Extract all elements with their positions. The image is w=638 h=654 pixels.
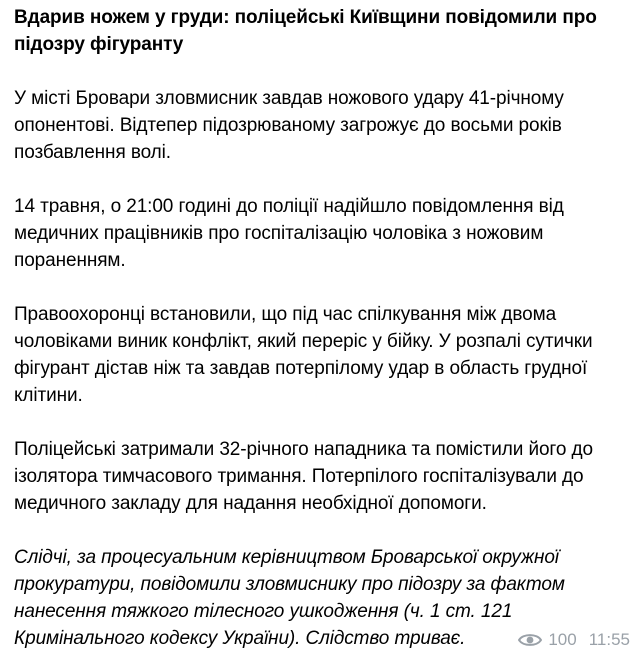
post-paragraph-2: 14 травня, о 21:00 годині до поліції надійшло повідомлення від медичних працівників про госпіталізацію чоловіка з ножовим пораненням. (14, 196, 564, 271)
post-paragraph-4: Поліцейські затримали 32-річного нападника та помістили його до ізолятора тимчасового тримання. Потерпілого госпіталізували до медичного закладу для надання необхідної допомоги. (14, 439, 593, 514)
post-title: Вдарив ножем у груди: поліцейські Київщини повідомили про підозру фігуранту (14, 7, 597, 55)
post-meta (514, 630, 630, 650)
post-paragraph-3: Правоохоронці встановили, що під час спілкування між двома чоловіками виник конфлікт, який переріс у бійку. У розпалі сутички фігурант дістав ніж та завдав потерпілому удар в область грудної клітини. (14, 304, 593, 406)
views-count: 100 (548, 630, 577, 649)
eye-icon (518, 632, 542, 648)
post-paragraph-1: У місті Бровари зловмисник завдав ножового удару 41-річному опонентові. Відтепер підозрюваному загрожує до восьми років позбавлення волі. (14, 88, 564, 163)
post-time: 11:55 (588, 630, 630, 649)
post-paragraph-5: Слідчі, за процесуальним керівництвом Броварської окружної прокуратури, повідомили зловмиснику про підозру за фактом нанесення тяжкого тілесного ушкодження (ч. 1 ст. 121 Кримінального кодексу України). Слідство триває. (14, 547, 565, 649)
